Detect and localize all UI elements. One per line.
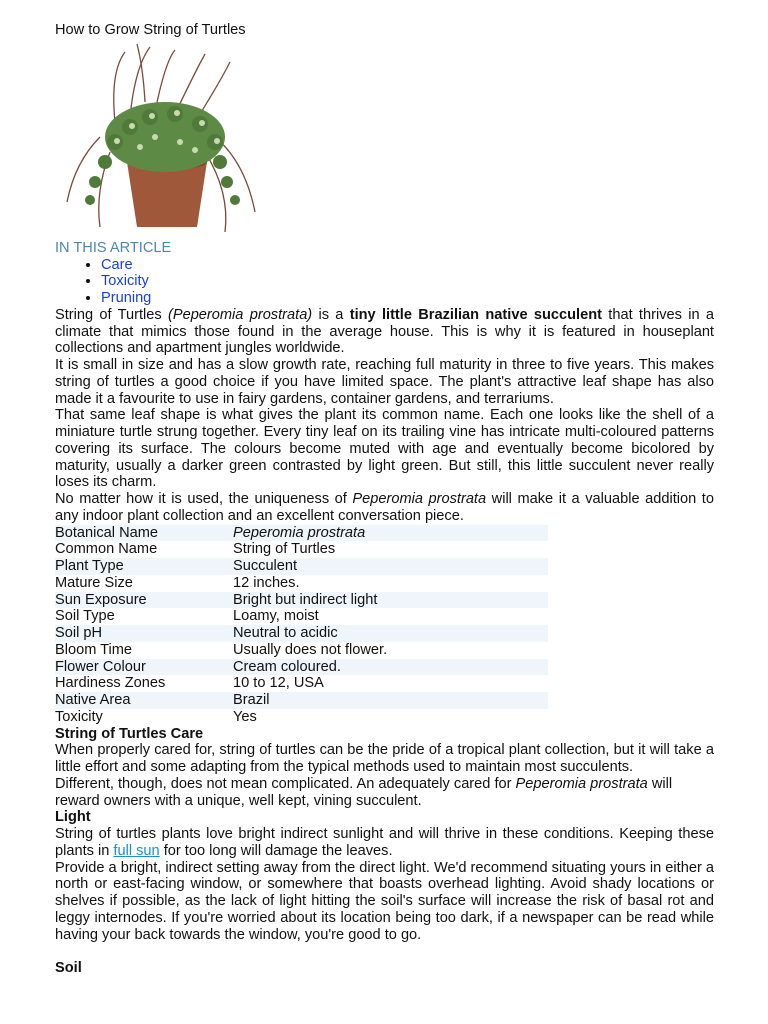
text: will reward owners with a unique, well kept, vining succulent. bbox=[55, 775, 673, 809]
table-row bbox=[55, 642, 548, 659]
fact-key: Native Area bbox=[55, 692, 233, 709]
fact-key: Flower Colour bbox=[55, 659, 233, 676]
full-sun-link[interactable]: full sun bbox=[113, 842, 160, 859]
fact-value: Bright but indirect light bbox=[233, 592, 548, 609]
fact-value: Brazil bbox=[233, 692, 548, 709]
fact-value: Usually does not flower. bbox=[233, 641, 388, 658]
care-heading: String of Turtles Care bbox=[55, 725, 204, 742]
table-row bbox=[55, 558, 548, 575]
fact-key: Common Name bbox=[55, 541, 158, 558]
light-heading: Light bbox=[55, 809, 91, 826]
fact-key: Hardiness Zones bbox=[55, 675, 166, 692]
text: String of turtles plants love bright indirect sunlight and will thrive in these conditions. Keeping these plants in bbox=[55, 826, 714, 859]
fact-key: Toxicity bbox=[55, 708, 103, 725]
fact-key: Bloom Time bbox=[55, 641, 133, 658]
soil-heading: Soil bbox=[55, 960, 82, 976]
text: will make it a valuable addition to any indoor plant collection and an excellent conversation piece. bbox=[55, 491, 714, 524]
light-paragraph-2: Provide a bright, indirect setting away from the direct light. We'd recommend situating yours in either a north or east-facing window, or somewhere that boasts overhead lighting. Avoid shady locations or shelves if possible, as the lack of light hitting the soil's surface will increase the risk of basal rot and leggy internodes. If you're worried about its location being too dark, if a newspaper can be read while having your back towards the window, you're good to go. bbox=[55, 859, 714, 943]
table-row bbox=[55, 625, 548, 642]
table-row bbox=[55, 709, 548, 726]
toc-list bbox=[55, 257, 714, 307]
text: that thrives in a climate that mimics those found in the average house. This is why it is featured in houseplant collections and apartment jungles worldwide. bbox=[55, 306, 714, 357]
light-paragraph-1 bbox=[55, 826, 714, 860]
toc-item bbox=[101, 257, 714, 274]
toc-link-care[interactable]: Care bbox=[101, 256, 133, 273]
emphasis: tiny little Brazilian native succulent bbox=[349, 306, 602, 323]
plant-photo bbox=[55, 42, 268, 236]
table-row bbox=[55, 608, 548, 625]
fact-value: Succulent bbox=[233, 558, 548, 575]
fact-value bbox=[233, 525, 548, 542]
intro-paragraph-2: It is small in size and has a slow growth rate, reaching full maturity in three to five years. This makes string of turtles a good choice if you have limited space. The plant's attractive leaf shape has also made it a favourite to use in fairy gardens, container gardens, and terrariums. bbox=[55, 357, 714, 407]
botanical-name: Peperomia prostrata bbox=[233, 524, 366, 541]
botanical-name: Peperomia prostrata bbox=[352, 491, 487, 507]
fact-key: Botanical Name bbox=[55, 525, 233, 542]
article bbox=[55, 22, 714, 977]
text: String of Turtles bbox=[55, 306, 168, 323]
fact-key: Soil pH bbox=[55, 625, 233, 642]
fact-value: Cream coloured. bbox=[233, 659, 548, 676]
fact-value: Loamy, moist bbox=[233, 608, 319, 625]
toc-item bbox=[101, 290, 714, 307]
page-title: How to Grow String of Turtles bbox=[55, 22, 246, 38]
table-row bbox=[55, 592, 548, 609]
plant-facts-table bbox=[55, 525, 548, 726]
care-paragraph-1: When properly cared for, string of turtles can be the pride of a tropical plant collection, but it will take a little effort and some adapting from the typical methods used to maintain most succulents. bbox=[55, 742, 714, 775]
text: is a bbox=[312, 306, 350, 323]
spacer bbox=[55, 943, 714, 960]
intro-paragraph-1 bbox=[55, 307, 714, 357]
care-paragraph-2 bbox=[55, 776, 714, 810]
toc-heading: IN THIS ARTICLE bbox=[55, 239, 172, 256]
botanical-name: (Peperomia prostrata) bbox=[167, 306, 313, 323]
table-row bbox=[55, 525, 548, 542]
fact-value: String of Turtles bbox=[233, 541, 336, 558]
text: for too long will damage the leaves. bbox=[159, 842, 393, 859]
intro-paragraph-3: That same leaf shape is what gives the plant its common name. Each one looks like the shell of a miniature turtle strung together. Every tiny leaf on its trailing vine has intricate multi-coloured patterns covering its surface. The colours become muted with age and eventually become bicolored by maturity, usually a darker green contrasted by light green. But still, this little succulent never really loses its charm. bbox=[55, 407, 714, 491]
fact-value: 12 inches. bbox=[233, 574, 300, 591]
fact-key: Plant Type bbox=[55, 558, 233, 575]
botanical-name: Peperomia prostrata bbox=[515, 775, 648, 792]
fact-key: Soil Type bbox=[55, 608, 115, 625]
table-row bbox=[55, 575, 548, 592]
table-row bbox=[55, 675, 548, 692]
fact-key: Sun Exposure bbox=[55, 592, 233, 609]
text: Different, though, does not mean complicated. An adequately cared for bbox=[55, 775, 516, 792]
toc-link-toxicity[interactable]: Toxicity bbox=[101, 273, 149, 290]
fact-key: Mature Size bbox=[55, 574, 133, 591]
table-row bbox=[55, 659, 548, 676]
fact-value: Neutral to acidic bbox=[233, 625, 548, 642]
table-row bbox=[55, 692, 548, 709]
fact-value: Yes bbox=[233, 708, 257, 725]
toc-item bbox=[101, 273, 714, 290]
fact-value: 10 to 12, USA bbox=[233, 675, 324, 692]
text: No matter how it is used, the uniqueness of bbox=[55, 491, 353, 507]
toc-link-pruning[interactable]: Pruning bbox=[101, 290, 152, 306]
intro-paragraph-4 bbox=[55, 491, 714, 525]
table-row bbox=[55, 541, 548, 558]
